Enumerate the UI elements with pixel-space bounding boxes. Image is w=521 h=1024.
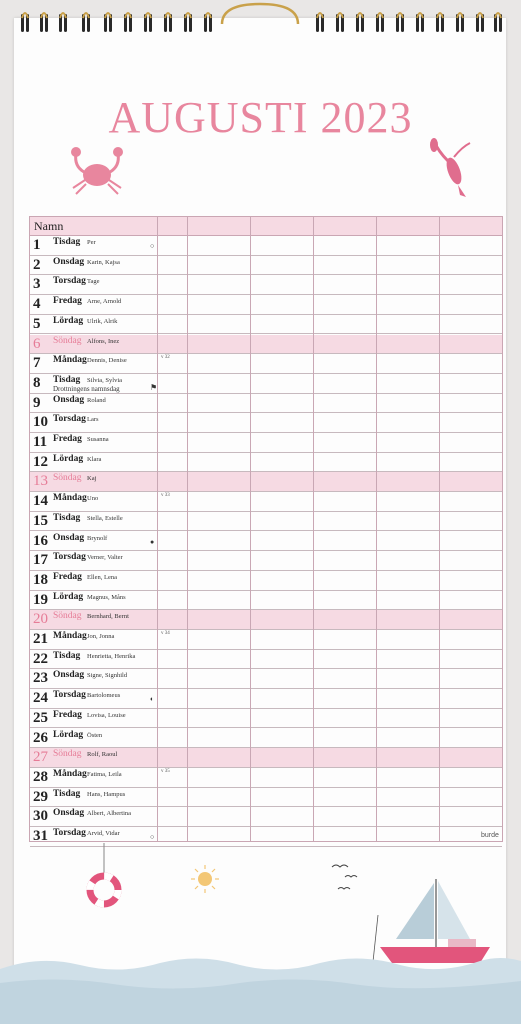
weekday-label: Torsdag xyxy=(53,552,86,563)
grid-line xyxy=(250,217,251,841)
month-title: AUGUSTI 2023 xyxy=(108,93,413,142)
day-row[interactable] xyxy=(30,256,502,276)
day-number: 6 xyxy=(33,335,41,352)
weekday-label: Tisdag xyxy=(53,237,81,247)
name-day-names: Silvia, Sylvia xyxy=(87,376,123,384)
day-number: 27 xyxy=(33,749,48,766)
day-row[interactable] xyxy=(30,453,502,473)
binding-ring-icon xyxy=(104,13,112,32)
day-number: 9 xyxy=(33,394,41,411)
day-row[interactable] xyxy=(30,413,502,433)
name-day-names: Alfons, Inez xyxy=(87,337,120,345)
binding-ring-icon xyxy=(21,13,29,32)
day-row[interactable] xyxy=(30,295,502,315)
day-row[interactable] xyxy=(30,689,502,709)
sun-icon xyxy=(191,865,219,893)
name-day-names: Fatima, Leila xyxy=(87,770,122,778)
day-number: 15 xyxy=(33,512,48,529)
name-day-names: Bartolomeus xyxy=(87,692,121,700)
day-row[interactable] xyxy=(30,236,502,256)
day-number: 20 xyxy=(33,611,48,628)
day-row[interactable] xyxy=(30,591,502,611)
weekday-label: Torsdag xyxy=(53,828,86,838)
day-number: 30 xyxy=(33,808,48,825)
day-row[interactable] xyxy=(30,512,502,532)
day-row[interactable] xyxy=(30,394,502,414)
day-number: 7 xyxy=(33,355,41,372)
week-number: v 32 xyxy=(161,355,170,361)
name-day-names: Lars xyxy=(87,416,99,424)
day-row[interactable] xyxy=(30,630,502,650)
name-day-names: Magnus, Måns xyxy=(87,593,126,601)
sailboat-icon xyxy=(372,879,490,971)
binding-ring-icon xyxy=(184,13,192,32)
weekday-label: Lördag xyxy=(53,591,84,602)
day-row[interactable] xyxy=(30,472,502,492)
name-day-names: Jon, Jonna xyxy=(87,633,115,640)
day-row[interactable] xyxy=(30,669,502,689)
day-row[interactable] xyxy=(30,709,502,729)
day-number: 22 xyxy=(33,650,48,667)
day-number: 17 xyxy=(33,552,48,569)
header-row xyxy=(30,217,502,236)
day-row[interactable] xyxy=(30,492,502,512)
week-number: v 33 xyxy=(161,493,170,499)
weekday-label: Lördag xyxy=(53,453,84,464)
weekday-label: Tisdag xyxy=(53,788,81,799)
day-number: 2 xyxy=(33,256,41,273)
name-day-names: Per xyxy=(87,239,96,246)
moon-phase-icon: ◐ xyxy=(150,695,155,704)
weekday-label: Lördag xyxy=(53,729,84,740)
weekday-label: Tisdag xyxy=(53,512,81,523)
day-number: 13 xyxy=(33,473,48,490)
weekday-label: Söndag xyxy=(53,473,82,484)
grid-line xyxy=(376,217,377,841)
weekday-label: Fredag xyxy=(53,434,82,444)
weekday-label: Onsdag xyxy=(53,808,85,819)
name-day-names: Arvid, Vidar xyxy=(87,830,120,837)
binding-ring-icon xyxy=(494,13,502,32)
binding-ring-icon xyxy=(82,13,90,32)
day-number: 24 xyxy=(33,690,48,707)
moon-phase-icon: ● xyxy=(150,537,155,546)
brand-logo: burde xyxy=(481,832,499,839)
binding-ring-icon xyxy=(476,13,484,32)
name-day-names: Karin, Kajsa xyxy=(87,258,120,266)
day-number: 19 xyxy=(33,591,48,608)
day-number: 14 xyxy=(33,493,48,510)
name-day-names: Albert, Albertina xyxy=(87,810,132,818)
weekday-label: Tisdag xyxy=(53,374,81,385)
name-day-names: Uno xyxy=(87,495,99,503)
binding-ring-icon xyxy=(416,13,424,32)
day-number: 18 xyxy=(33,571,48,588)
name-day-names: Roland xyxy=(87,396,106,404)
binding-ring-icon xyxy=(336,13,344,32)
weekday-label: Fredag xyxy=(53,296,82,307)
day-number: 5 xyxy=(33,315,41,332)
spiral-binding xyxy=(0,0,521,40)
name-day-names: Tage xyxy=(87,278,100,286)
day-number: 16 xyxy=(33,532,48,549)
binding-ring-icon xyxy=(164,13,172,32)
name-day-names: Stella, Estelle xyxy=(87,514,123,522)
day-number: 31 xyxy=(33,828,48,844)
grid-line xyxy=(313,217,314,841)
holiday-label: Drottningens namnsdag xyxy=(53,384,120,393)
header-name-label: Namn xyxy=(34,219,64,233)
week-number: v 34 xyxy=(161,631,170,636)
name-day-names: Brynolf xyxy=(87,534,108,542)
binding-ring-icon xyxy=(59,13,67,32)
name-day-names: Ellen, Lena xyxy=(87,573,117,581)
day-row[interactable] xyxy=(30,768,502,788)
name-day-names: Klara xyxy=(87,455,102,463)
binding-ring-icon xyxy=(456,13,464,32)
name-day-names: Kaj xyxy=(87,475,97,483)
weekday-label: Onsdag xyxy=(53,532,85,543)
weekday-label: Torsdag xyxy=(53,690,86,701)
grid-line xyxy=(439,217,440,841)
name-day-names: Susanna xyxy=(87,436,109,443)
day-number: 25 xyxy=(33,709,48,726)
day-row[interactable] xyxy=(30,788,502,808)
hanger-hook-icon xyxy=(222,4,298,24)
day-row[interactable] xyxy=(30,571,502,591)
day-number: 21 xyxy=(33,631,48,647)
day-number: 10 xyxy=(33,414,48,431)
weekday-label: Måndag xyxy=(53,493,87,504)
day-row[interactable] xyxy=(30,354,502,374)
day-number: 12 xyxy=(33,453,48,470)
name-day-names: Lovisa, Louise xyxy=(87,711,126,719)
flag-day-icon: ⚑ xyxy=(150,382,158,392)
day-row[interactable] xyxy=(30,532,502,552)
name-day-names: Ulrik, Alrik xyxy=(87,317,118,325)
lobster-icon xyxy=(424,137,476,201)
moon-phase-icon: ○ xyxy=(150,833,155,841)
binding-ring-icon xyxy=(436,13,444,32)
grid-line xyxy=(157,217,158,841)
day-number: 29 xyxy=(33,788,48,805)
day-number: 23 xyxy=(33,670,48,687)
binding-ring-icon xyxy=(124,13,132,32)
weekday-label: Söndag xyxy=(53,611,82,622)
weekday-label: Onsdag xyxy=(53,256,85,267)
weekday-label: Torsdag xyxy=(53,276,86,287)
day-row[interactable] xyxy=(30,275,502,295)
name-day-names: Verner, Valter xyxy=(87,554,123,562)
weekday-label: Söndag xyxy=(53,335,82,346)
name-day-names: Bernhard, Bernt xyxy=(87,613,129,621)
day-row[interactable] xyxy=(30,748,502,768)
grid-line xyxy=(187,217,188,841)
binding-ring-icon xyxy=(396,13,404,32)
day-number: 4 xyxy=(33,296,41,313)
weekday-label: Torsdag xyxy=(53,414,86,425)
name-day-names: Signe, Signhild xyxy=(87,672,128,680)
weekday-label: Måndag xyxy=(53,631,87,641)
binding-ring-icon xyxy=(40,13,48,32)
weekday-label: Söndag xyxy=(53,749,82,760)
binding-ring-icon xyxy=(204,13,212,32)
name-day-names: Arne, Arnold xyxy=(87,298,122,306)
sea-scene xyxy=(0,843,521,1024)
seagulls-icon xyxy=(332,865,357,889)
name-day-names: Östen xyxy=(87,731,103,739)
binding-ring-icon xyxy=(356,13,364,32)
weekday-label: Onsdag xyxy=(53,670,85,681)
day-row[interactable] xyxy=(30,315,502,335)
day-number: 26 xyxy=(33,729,48,746)
name-day-names: Rolf, Raoul xyxy=(87,751,118,759)
weekday-label: Måndag xyxy=(53,355,87,366)
binding-ring-icon xyxy=(376,13,384,32)
day-number: 28 xyxy=(33,768,48,785)
day-row[interactable] xyxy=(30,610,502,630)
binding-ring-icon xyxy=(316,13,324,32)
day-row[interactable] xyxy=(30,807,502,827)
weekday-label: Tisdag xyxy=(53,650,81,661)
day-row[interactable] xyxy=(30,433,502,453)
day-number: 1 xyxy=(33,237,41,253)
day-row[interactable] xyxy=(30,335,502,355)
name-day-names: Henrietta, Henrika xyxy=(87,652,136,660)
weekday-label: Måndag xyxy=(53,768,87,779)
lifebuoy-icon xyxy=(90,876,118,904)
day-number: 11 xyxy=(33,434,48,450)
day-row[interactable] xyxy=(30,729,502,749)
day-number: 8 xyxy=(33,374,41,391)
day-row[interactable] xyxy=(30,650,502,670)
name-day-names: Hans, Hampus xyxy=(87,790,126,798)
day-number: 3 xyxy=(33,276,41,293)
week-number: v 35 xyxy=(161,768,170,774)
name-day-names: Dennis, Denise xyxy=(87,357,127,365)
weekday-label: Lördag xyxy=(53,315,84,326)
binding-ring-icon xyxy=(144,13,152,32)
weekday-label: Fredag xyxy=(53,709,82,720)
weekday-label: Fredag xyxy=(53,571,82,582)
day-row[interactable] xyxy=(30,551,502,571)
crab-icon xyxy=(68,142,126,198)
calendar-grid xyxy=(29,216,503,842)
day-row[interactable] xyxy=(30,374,502,394)
moon-phase-icon: ○ xyxy=(150,242,155,250)
weekday-label: Onsdag xyxy=(53,394,85,405)
